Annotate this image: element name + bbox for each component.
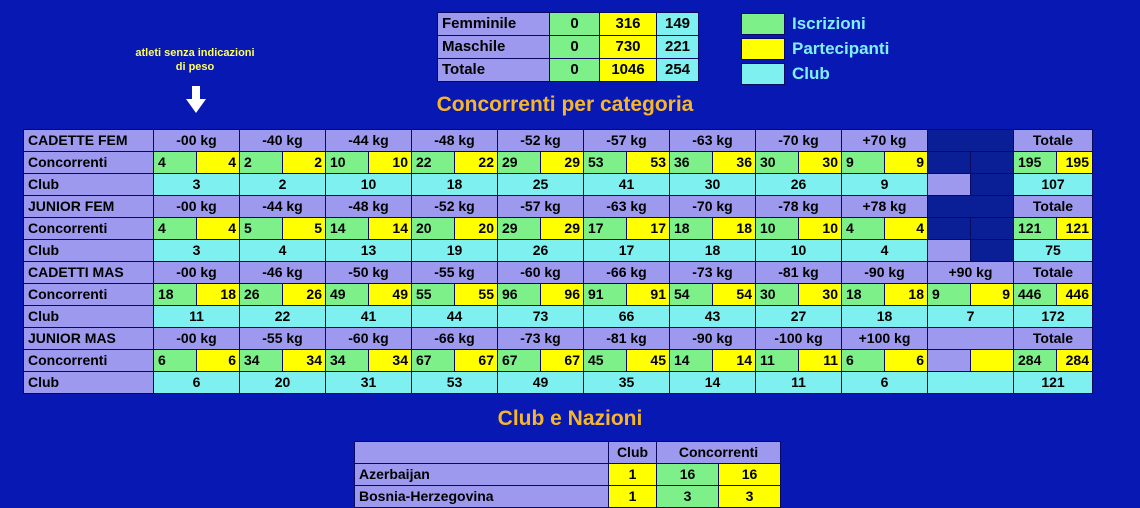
competitors-label: Concorrenti bbox=[24, 284, 154, 306]
no-weight-note bbox=[110, 46, 280, 74]
club-count: 17 bbox=[584, 240, 670, 262]
category-name: CADETTI MAS bbox=[24, 262, 154, 284]
weight-class: -00 kg bbox=[154, 130, 240, 152]
weight-class: -55 kg bbox=[240, 328, 326, 350]
category-header-row bbox=[24, 196, 1093, 218]
competitors-participants: 26 bbox=[283, 284, 326, 306]
competitors-participants: 14 bbox=[369, 218, 412, 240]
competitors-entries: 30 bbox=[756, 284, 799, 306]
competitors-entries: 9 bbox=[842, 152, 885, 174]
competitors-participants: 45 bbox=[627, 350, 670, 372]
club-empty bbox=[971, 240, 1014, 262]
club-count: 44 bbox=[412, 306, 498, 328]
down-arrow-icon bbox=[185, 86, 207, 114]
club-count: 19 bbox=[412, 240, 498, 262]
summary-clubs: 254 bbox=[657, 59, 699, 82]
weight-class: +100 kg bbox=[842, 328, 928, 350]
club-count: 4 bbox=[842, 240, 928, 262]
competitors-participants bbox=[971, 350, 1014, 372]
nation-row bbox=[355, 486, 781, 508]
competitors-participants: 9 bbox=[971, 284, 1014, 306]
competitors-participants: 4 bbox=[197, 218, 240, 240]
category-header-row bbox=[24, 328, 1093, 350]
club-count: 20 bbox=[240, 372, 326, 394]
weight-class bbox=[928, 328, 1014, 350]
competitors-total-participants: 195 bbox=[1057, 152, 1093, 174]
category-table bbox=[23, 129, 1093, 394]
summary-row bbox=[438, 59, 699, 82]
club-label: Club bbox=[24, 240, 154, 262]
competitors-entries: 4 bbox=[154, 218, 197, 240]
competitors-entries: 6 bbox=[154, 350, 197, 372]
club-count: 4 bbox=[240, 240, 326, 262]
competitors-participants: 2 bbox=[283, 152, 326, 174]
category-name: CADETTE FEM bbox=[24, 130, 154, 152]
weight-class: -90 kg bbox=[670, 328, 756, 350]
competitors-entries: 54 bbox=[670, 284, 713, 306]
weight-class: -44 kg bbox=[326, 130, 412, 152]
summary-table bbox=[437, 12, 699, 82]
weight-class bbox=[928, 130, 1014, 152]
weight-class: -63 kg bbox=[584, 196, 670, 218]
nation-entries: 16 bbox=[657, 464, 719, 486]
competitors-participants: 67 bbox=[541, 350, 584, 372]
legend-label: Partecipanti bbox=[792, 39, 890, 58]
summary-entries: 0 bbox=[550, 59, 600, 82]
club-row bbox=[24, 306, 1093, 328]
competitors-entries bbox=[928, 218, 971, 240]
competitors-entries: 36 bbox=[670, 152, 713, 174]
club-count: 66 bbox=[584, 306, 670, 328]
summary-label: Maschile bbox=[438, 36, 550, 59]
competitors-entries: 14 bbox=[326, 218, 369, 240]
competitors-participants: 96 bbox=[541, 284, 584, 306]
competitors-entries bbox=[928, 152, 971, 174]
club-count: 31 bbox=[326, 372, 412, 394]
weight-class: -81 kg bbox=[584, 328, 670, 350]
club-count: 49 bbox=[498, 372, 584, 394]
club-empty bbox=[971, 174, 1014, 196]
competitors-participants: 5 bbox=[283, 218, 326, 240]
weight-class: -70 kg bbox=[670, 196, 756, 218]
competitors-participants: 20 bbox=[455, 218, 498, 240]
competitors-participants: 34 bbox=[369, 350, 412, 372]
competitors-entries: 18 bbox=[154, 284, 197, 306]
club-count: 7 bbox=[928, 306, 1014, 328]
competitors-entries: 18 bbox=[670, 218, 713, 240]
competitors-entries: 10 bbox=[326, 152, 369, 174]
club-count: 30 bbox=[670, 174, 756, 196]
weight-class: -52 kg bbox=[498, 130, 584, 152]
weight-class: +78 kg bbox=[842, 196, 928, 218]
club-label: Club bbox=[24, 174, 154, 196]
competitors-participants: 4 bbox=[885, 218, 928, 240]
legend-swatch bbox=[741, 38, 785, 60]
weight-class: -78 kg bbox=[756, 196, 842, 218]
legend-swatch bbox=[741, 63, 785, 85]
competitors-row bbox=[24, 152, 1093, 174]
weight-class: -73 kg bbox=[670, 262, 756, 284]
competitors-participants: 36 bbox=[713, 152, 756, 174]
summary-label: Totale bbox=[438, 59, 550, 82]
nation-clubs: 1 bbox=[609, 464, 657, 486]
weight-class: -70 kg bbox=[756, 130, 842, 152]
competitors-label: Concorrenti bbox=[24, 152, 154, 174]
club-count: 43 bbox=[670, 306, 756, 328]
category-heading: Concorrenti per categoria bbox=[436, 93, 694, 116]
competitors-entries: 6 bbox=[842, 350, 885, 372]
club-count: 11 bbox=[756, 372, 842, 394]
competitors-participants: 49 bbox=[369, 284, 412, 306]
nations-header-blank bbox=[355, 442, 609, 464]
competitors-entries: 18 bbox=[842, 284, 885, 306]
competitors-row bbox=[24, 350, 1093, 372]
competitors-entries bbox=[928, 350, 971, 372]
competitors-entries: 10 bbox=[756, 218, 799, 240]
weight-class: -57 kg bbox=[498, 196, 584, 218]
weight-class: -73 kg bbox=[498, 328, 584, 350]
summary-participants: 1046 bbox=[600, 59, 657, 82]
competitors-participants: 10 bbox=[369, 152, 412, 174]
weight-class: +70 kg bbox=[842, 130, 928, 152]
nation-name: Azerbaijan bbox=[355, 464, 609, 486]
competitors-entries: 4 bbox=[154, 152, 197, 174]
club-count: 41 bbox=[326, 306, 412, 328]
club-count: 11 bbox=[154, 306, 240, 328]
competitors-entries: 11 bbox=[756, 350, 799, 372]
competitors-entries: 91 bbox=[584, 284, 627, 306]
competitors-entries: 67 bbox=[498, 350, 541, 372]
competitors-entries: 5 bbox=[240, 218, 283, 240]
club-count: 6 bbox=[154, 372, 240, 394]
club-count: 18 bbox=[670, 240, 756, 262]
competitors-participants: 9 bbox=[885, 152, 928, 174]
club-label: Club bbox=[24, 372, 154, 394]
category-header-row bbox=[24, 262, 1093, 284]
club-count: 18 bbox=[412, 174, 498, 196]
summary-entries: 0 bbox=[550, 13, 600, 36]
competitors-entries: 20 bbox=[412, 218, 455, 240]
competitors-participants: 14 bbox=[713, 350, 756, 372]
category-header-row bbox=[24, 130, 1093, 152]
summary-participants: 730 bbox=[600, 36, 657, 59]
competitors-entries: 30 bbox=[756, 152, 799, 174]
weight-class: +90 kg bbox=[928, 262, 1014, 284]
nation-clubs: 1 bbox=[609, 486, 657, 508]
competitors-entries: 22 bbox=[412, 152, 455, 174]
competitors-total-participants: 121 bbox=[1057, 218, 1093, 240]
summary-row bbox=[438, 13, 699, 36]
weight-class: -60 kg bbox=[498, 262, 584, 284]
club-total: 107 bbox=[1014, 174, 1093, 196]
club-row bbox=[24, 240, 1093, 262]
club-count: 9 bbox=[842, 174, 928, 196]
competitors-entries: 9 bbox=[928, 284, 971, 306]
nations-header-competitors: Concorrenti bbox=[657, 442, 781, 464]
competitors-participants: 53 bbox=[627, 152, 670, 174]
club-empty bbox=[928, 174, 971, 196]
nation-entries: 3 bbox=[657, 486, 719, 508]
competitors-entries: 29 bbox=[498, 218, 541, 240]
club-count: 41 bbox=[584, 174, 670, 196]
nations-table bbox=[354, 441, 781, 508]
weight-class: -50 kg bbox=[326, 262, 412, 284]
competitors-entries: 14 bbox=[670, 350, 713, 372]
competitors-entries: 34 bbox=[240, 350, 283, 372]
club-total: 172 bbox=[1014, 306, 1093, 328]
club-empty bbox=[928, 240, 971, 262]
competitors-total-entries: 446 bbox=[1014, 284, 1057, 306]
weight-class: -55 kg bbox=[412, 262, 498, 284]
club-count: 2 bbox=[240, 174, 326, 196]
competitors-total-entries: 284 bbox=[1014, 350, 1057, 372]
competitors-participants: 30 bbox=[799, 284, 842, 306]
competitors-participants bbox=[971, 152, 1014, 174]
competitors-entries: 67 bbox=[412, 350, 455, 372]
weight-class: -40 kg bbox=[240, 130, 326, 152]
club-count: 13 bbox=[326, 240, 412, 262]
competitors-participants: 29 bbox=[541, 152, 584, 174]
competitors-label: Concorrenti bbox=[24, 218, 154, 240]
summary-label: Femminile bbox=[438, 13, 550, 36]
competitors-participants: 11 bbox=[799, 350, 842, 372]
club-count: 25 bbox=[498, 174, 584, 196]
summary-participants: 316 bbox=[600, 13, 657, 36]
club-count: 53 bbox=[412, 372, 498, 394]
club-count: 26 bbox=[756, 174, 842, 196]
category-name: JUNIOR MAS bbox=[24, 328, 154, 350]
competitors-total-entries: 121 bbox=[1014, 218, 1057, 240]
nation-name: Bosnia-Herzegovina bbox=[355, 486, 609, 508]
nations-header-club: Club bbox=[609, 442, 657, 464]
competitors-participants: 67 bbox=[455, 350, 498, 372]
competitors-participants: 55 bbox=[455, 284, 498, 306]
total-label: Totale bbox=[1014, 328, 1093, 350]
competitors-entries: 55 bbox=[412, 284, 455, 306]
competitors-participants: 18 bbox=[885, 284, 928, 306]
competitors-participants: 22 bbox=[455, 152, 498, 174]
note-line-1: atleti senza indicazioni bbox=[135, 47, 255, 59]
competitors-participants: 54 bbox=[713, 284, 756, 306]
club-count: 22 bbox=[240, 306, 326, 328]
club-count: 3 bbox=[154, 174, 240, 196]
weight-class: -100 kg bbox=[756, 328, 842, 350]
weight-class: -48 kg bbox=[412, 130, 498, 152]
competitors-total-entries: 195 bbox=[1014, 152, 1057, 174]
competitors-participants: 91 bbox=[627, 284, 670, 306]
club-count: 35 bbox=[584, 372, 670, 394]
weight-class bbox=[928, 196, 1014, 218]
club-count: 27 bbox=[756, 306, 842, 328]
category-name: JUNIOR FEM bbox=[24, 196, 154, 218]
club-count: 6 bbox=[842, 372, 928, 394]
club-total: 121 bbox=[1014, 372, 1093, 394]
club-count: 14 bbox=[670, 372, 756, 394]
summary-entries: 0 bbox=[550, 36, 600, 59]
competitors-entries: 2 bbox=[240, 152, 283, 174]
club-row bbox=[24, 372, 1093, 394]
club-label: Club bbox=[24, 306, 154, 328]
club-row bbox=[24, 174, 1093, 196]
total-label: Totale bbox=[1014, 130, 1093, 152]
competitors-participants: 30 bbox=[799, 152, 842, 174]
weight-class: -63 kg bbox=[670, 130, 756, 152]
competitors-participants: 10 bbox=[799, 218, 842, 240]
weight-class: -46 kg bbox=[240, 262, 326, 284]
competitors-participants: 29 bbox=[541, 218, 584, 240]
competitors-label: Concorrenti bbox=[24, 350, 154, 372]
weight-class: -00 kg bbox=[154, 328, 240, 350]
nation-participants: 3 bbox=[719, 486, 781, 508]
club-count: 10 bbox=[326, 174, 412, 196]
competitors-entries: 96 bbox=[498, 284, 541, 306]
nation-row bbox=[355, 464, 781, 486]
total-label: Totale bbox=[1014, 196, 1093, 218]
note-line-2: di peso bbox=[175, 61, 215, 73]
competitors-participants: 6 bbox=[197, 350, 240, 372]
total-label: Totale bbox=[1014, 262, 1093, 284]
weight-class: -52 kg bbox=[412, 196, 498, 218]
competitors-row bbox=[24, 284, 1093, 306]
weight-class: -90 kg bbox=[842, 262, 928, 284]
weight-class: -60 kg bbox=[326, 328, 412, 350]
club-count: 10 bbox=[756, 240, 842, 262]
competitors-entries: 26 bbox=[240, 284, 283, 306]
weight-class: -00 kg bbox=[154, 262, 240, 284]
competitors-entries: 29 bbox=[498, 152, 541, 174]
club-total: 75 bbox=[1014, 240, 1093, 262]
weight-class: -44 kg bbox=[240, 196, 326, 218]
competitors-total-participants: 446 bbox=[1057, 284, 1093, 306]
competitors-participants: 17 bbox=[627, 218, 670, 240]
nations-header-row bbox=[355, 442, 781, 464]
summary-clubs: 221 bbox=[657, 36, 699, 59]
club-count: 3 bbox=[154, 240, 240, 262]
clubs-heading: Club e Nazioni bbox=[497, 407, 643, 430]
weight-class: -48 kg bbox=[326, 196, 412, 218]
club-count: 73 bbox=[498, 306, 584, 328]
competitors-participants bbox=[971, 218, 1014, 240]
nation-participants: 16 bbox=[719, 464, 781, 486]
competitors-total-participants: 284 bbox=[1057, 350, 1093, 372]
summary-row bbox=[438, 36, 699, 59]
competitors-entries: 34 bbox=[326, 350, 369, 372]
competitors-participants: 18 bbox=[713, 218, 756, 240]
summary-clubs: 149 bbox=[657, 13, 699, 36]
competitors-participants: 34 bbox=[283, 350, 326, 372]
club-count: 18 bbox=[842, 306, 928, 328]
competitors-participants: 4 bbox=[197, 152, 240, 174]
legend-swatch bbox=[741, 13, 785, 35]
weight-class: -57 kg bbox=[584, 130, 670, 152]
competitors-entries: 49 bbox=[326, 284, 369, 306]
club-count bbox=[928, 372, 1014, 394]
competitors-row bbox=[24, 218, 1093, 240]
weight-class: -66 kg bbox=[412, 328, 498, 350]
competitors-entries: 53 bbox=[584, 152, 627, 174]
legend-label: Iscrizioni bbox=[792, 14, 866, 33]
legend-label: Club bbox=[792, 64, 830, 83]
competitors-entries: 45 bbox=[584, 350, 627, 372]
competitors-entries: 17 bbox=[584, 218, 627, 240]
competitors-entries: 4 bbox=[842, 218, 885, 240]
competitors-participants: 18 bbox=[197, 284, 240, 306]
club-count: 26 bbox=[498, 240, 584, 262]
competitors-participants: 6 bbox=[885, 350, 928, 372]
weight-class: -81 kg bbox=[756, 262, 842, 284]
weight-class: -00 kg bbox=[154, 196, 240, 218]
weight-class: -66 kg bbox=[584, 262, 670, 284]
